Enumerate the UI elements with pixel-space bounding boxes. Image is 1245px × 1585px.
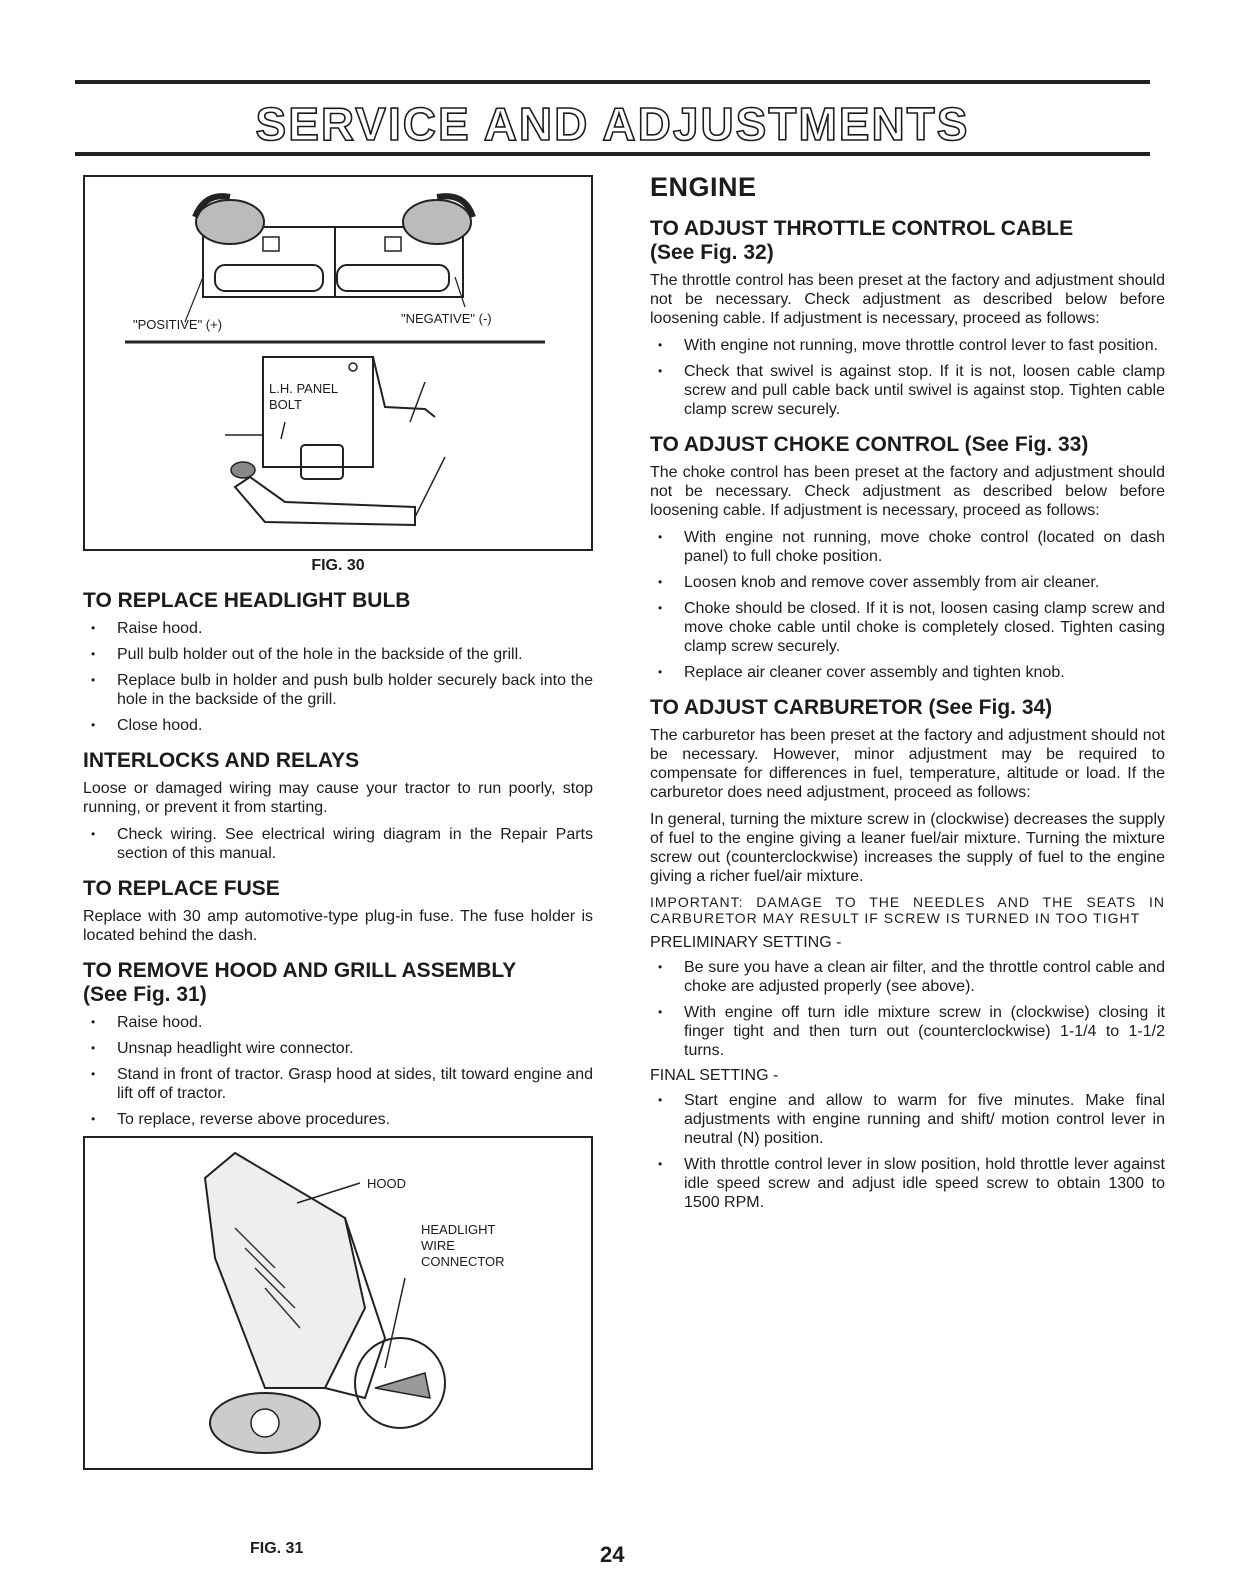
hood-steps <box>83 1013 593 1129</box>
headlight-label-1: HEADLIGHT <box>421 1222 496 1237</box>
choke-steps <box>650 528 1165 682</box>
list-item: • With throttle control lever in slow position, hold throttle lever against idle speed screw and adjust idle speed screw to obtain 1300 to 1500 RPM. <box>650 1155 1165 1212</box>
list-item: • Be sure you have a clean air filter, and the throttle control cable and choke are adjusted properly (see above). <box>650 958 1165 996</box>
preliminary-label: PRELIMINARY SETTING - <box>650 934 842 951</box>
choke-heading: TO ADJUST CHOKE CONTROL (See Fig. 33) <box>650 433 1089 456</box>
page-title: SERVICE AND ADJUSTMENTS <box>255 98 970 150</box>
engine-heading: ENGINE <box>650 172 757 202</box>
list-item: • Start engine and allow to warm for five minutes. Make final adjustments with engine running and shift/ motion control lever in neutral (N) position. <box>650 1091 1165 1148</box>
list-item: • Check that swivel is against stop. If it is not, loosen cable clamp screw and pull cable back until swivel is against stop. Tighten cable clamp screw securely. <box>650 362 1165 419</box>
list-item: • Choke should be closed. If it is not, loosen casing clamp screw and move choke cable until choke is completely closed. Tighten casing clamp screw securely. <box>650 599 1165 656</box>
choke-text: The choke control has been preset at the factory and adjustment should not be necessary. Check adjustment as described below before loosening cable. If adjustment is necessary, proceed as follows: <box>650 464 1165 519</box>
title-underline <box>75 152 1150 156</box>
left-column <box>83 175 593 1470</box>
list-item: • Loosen knob and remove cover assembly from air cleaner. <box>650 573 1165 592</box>
panel-bolt-label-2: BOLT <box>269 397 302 412</box>
headlight-steps <box>83 619 593 735</box>
list-item: • Stand in front of tractor. Grasp hood at sides, tilt toward engine and lift off of tractor. <box>83 1065 593 1103</box>
hood-illustration <box>85 1138 591 1464</box>
list-item: • Pull bulb holder out of the hole in the backside of the grill. <box>83 645 593 664</box>
hood-heading-line1: TO REMOVE HOOD AND GRILL ASSEMBLY <box>83 959 517 982</box>
headlight-label-2: WIRE <box>421 1238 455 1253</box>
list-item: • Replace air cleaner cover assembly and tighten knob. <box>650 663 1165 682</box>
battery-illustration <box>85 177 591 545</box>
panel-bolt-label-1: L.H. PANEL <box>269 381 339 396</box>
figure-31 <box>83 1136 593 1470</box>
headlight-label-3: CONNECTOR <box>421 1254 505 1269</box>
list-item: • Check wiring. See electrical wiring diagram in the Repair Parts section of this manual. <box>83 825 593 863</box>
preliminary-steps <box>650 958 1165 1060</box>
interlocks-steps <box>83 825 593 863</box>
page-number: 24 <box>600 1542 625 1567</box>
figure-30 <box>83 175 593 551</box>
carburetor-heading: TO ADJUST CARBURETOR (See Fig. 34) <box>650 696 1053 719</box>
figure-30-caption: FIG. 30 <box>311 557 365 574</box>
list-item: • Unsnap headlight wire connector. <box>83 1039 593 1058</box>
negative-terminal-label: "NEGATIVE" (-) <box>401 311 492 326</box>
throttle-heading-line1: TO ADJUST THROTTLE CONTROL CABLE <box>650 217 1074 240</box>
list-item: • With engine off turn idle mixture screw in (clockwise) closing it finger tight and then turn out (counterclockwise) 1-1/4 to 1-1/2 turns. <box>650 1003 1165 1060</box>
list-item: • Raise hood. <box>83 1013 593 1032</box>
carburetor-text-2: In general, turning the mixture screw in (clockwise) decreases the supply of fuel to the engine giving a leaner fuel/air mixture. Turning the mixture screw out (counterclockwise) increases the supply of fuel to the engine giving a richer fuel/air mixture. <box>650 811 1165 885</box>
fuse-heading: TO REPLACE FUSE <box>83 877 280 900</box>
figure-31-caption: FIG. 31 <box>250 1540 304 1557</box>
fuse-text: Replace with 30 amp automotive-type plug-in fuse. The fuse holder is located behind the dash. <box>83 908 593 944</box>
top-rule <box>75 80 1150 84</box>
interlocks-heading: INTERLOCKS AND RELAYS <box>83 749 360 772</box>
right-column <box>650 172 1165 1219</box>
list-item: • With engine not running, move throttle control lever to fast position. <box>650 336 1165 355</box>
interlocks-text: Loose or damaged wiring may cause your tractor to run poorly, stop running, or prevent it from starting. <box>83 780 593 816</box>
carburetor-important: IMPORTANT: DAMAGE TO THE NEEDLES AND THE SEATS IN CARBURETOR MAY RESULT IF SCREW IS TURNED IN TOO TIGHT <box>650 894 1165 926</box>
headlight-heading: TO REPLACE HEADLIGHT BULB <box>83 589 411 612</box>
hood-heading-line2: (See Fig. 31) <box>83 983 207 1006</box>
carburetor-text-1: The carburetor has been preset at the factory and adjustment should not be necessary. However, minor adjustment may be required to compensate for differences in fuel, temperature, altitude or load. If the carburetor does need adjustment, proceed as follows: <box>650 727 1165 801</box>
list-item: • With engine not running, move choke control (located on dash panel) to full choke position. <box>650 528 1165 566</box>
list-item: • Replace bulb in holder and push bulb holder securely back into the hole in the backside of the grill. <box>83 671 593 709</box>
throttle-steps <box>650 336 1165 419</box>
list-item: • To replace, reverse above procedures. <box>83 1110 593 1129</box>
throttle-text: The throttle control has been preset at the factory and adjustment should not be necessary. Check adjustment as described below before loosening cable. If adjustment is necessary, proceed as follows: <box>650 272 1165 327</box>
throttle-heading-line2: (See Fig. 32) <box>650 241 774 264</box>
final-steps <box>650 1091 1165 1212</box>
hood-label: HOOD <box>367 1176 406 1191</box>
list-item: • Close hood. <box>83 716 593 735</box>
list-item: • Raise hood. <box>83 619 593 638</box>
final-label: FINAL SETTING - <box>650 1067 779 1084</box>
positive-terminal-label: "POSITIVE" (+) <box>133 317 223 332</box>
